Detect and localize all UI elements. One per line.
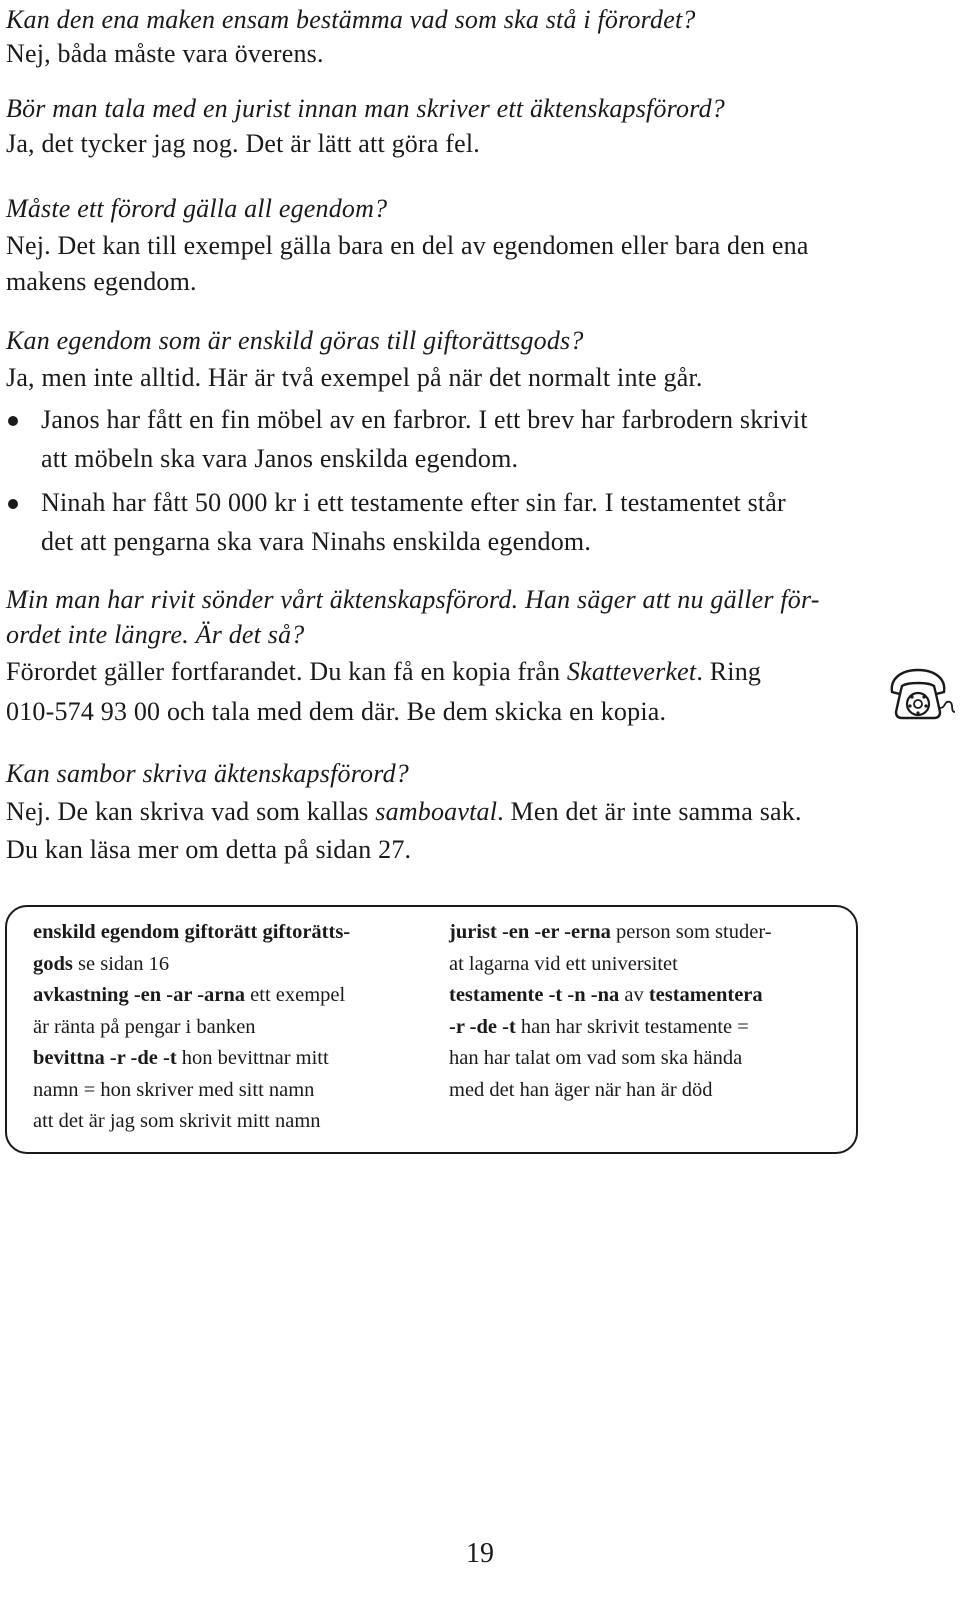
glossary-entry: gods se sidan 16: [33, 952, 170, 975]
question-1: Kan den ena maken ensam bestämma vad som ska stå i förordet?: [6, 5, 696, 34]
answer-3-line-2: makens egendom.: [6, 267, 197, 296]
question-5-line-2: ordet inte längre. Är det så?: [6, 620, 305, 649]
glossary-entry: han har talat om vad som ska hända: [449, 1047, 743, 1069]
glossary-entry: är ränta på pengar i banken: [33, 1015, 256, 1038]
glossary-entry: bevittna -r -de -t hon bevittnar mitt: [33, 1047, 329, 1069]
answer-6-line-1: Nej. De kan skriva vad som kallas samboavtal. Men det är inte samma sak.: [6, 797, 802, 826]
answer-5-line-1: Förordet gäller fortfarandet. Du kan få en kopia från Skatteverket. Ring: [6, 657, 762, 686]
bullet-icon: [8, 416, 18, 426]
glossary-entry: jurist -en -er -erna person som studer-: [449, 921, 772, 943]
glossary-right-column: [449, 917, 772, 1106]
glossary-entry: testamente -t -n -na av testamentera: [449, 984, 763, 1006]
telephone-icon: [888, 662, 956, 724]
glossary-entry: avkastning -en -ar -arna ett exempel: [33, 984, 346, 1006]
answer-5-line-2: 010-574 93 00 och tala med dem där. Be dem skicka en kopia.: [6, 697, 667, 726]
glossary-entry: med det han äger när han är död: [449, 1078, 713, 1101]
bullet-1-line-1: Janos har fått en fin möbel av en farbror. I ett brev har farbrodern skrivit: [41, 405, 808, 434]
answer-1: Nej, båda måste vara överens.: [6, 39, 324, 68]
page-number: 19: [466, 1538, 494, 1569]
bullet-2-line-2: det att pengarna ska vara Ninahs enskilda egendom.: [41, 527, 592, 556]
glossary-entry: enskild egendom giftorätt giftorätts-: [33, 921, 351, 943]
answer-3-line-1: Nej. Det kan till exempel gälla bara en del av egendomen eller bara den ena: [6, 231, 809, 260]
answer-4: Ja, men inte alltid. Här är två exempel på när det normalt inte går.: [6, 363, 703, 392]
question-6: Kan sambor skriva äktenskapsförord?: [6, 759, 410, 788]
glossary-entry: att det är jag som skrivit mitt namn: [33, 1110, 321, 1132]
question-2: Bör man tala med en jurist innan man skriver ett äktenskapsförord?: [6, 94, 725, 123]
glossary-entry: -r -de -t han har skrivit testamente =: [449, 1015, 749, 1038]
glossary-left-column: [33, 917, 350, 1138]
glossary-box: [5, 905, 858, 1154]
bullet-1-line-2: att möbeln ska vara Janos enskilda egendom.: [41, 444, 519, 473]
bullet-2-line-1: Ninah har fått 50 000 kr i ett testamente efter sin far. I testamentet står: [41, 488, 786, 517]
question-3: Måste ett förord gälla all egendom?: [6, 194, 388, 223]
bullet-icon: [8, 499, 18, 509]
answer-6-line-2: Du kan läsa mer om detta på sidan 27.: [6, 835, 412, 864]
answer-2: Ja, det tycker jag nog. Det är lätt att göra fel.: [6, 129, 481, 158]
glossary-entry: at lagarna vid ett universitet: [449, 952, 678, 975]
question-5-line-1: Min man har rivit sönder vårt äktenskapsförord. Han säger att nu gäller för-: [6, 585, 820, 614]
question-4: Kan egendom som är enskild göras till giftorättsgods?: [6, 326, 584, 355]
glossary-entry: namn = hon skriver med sitt namn: [33, 1078, 315, 1101]
